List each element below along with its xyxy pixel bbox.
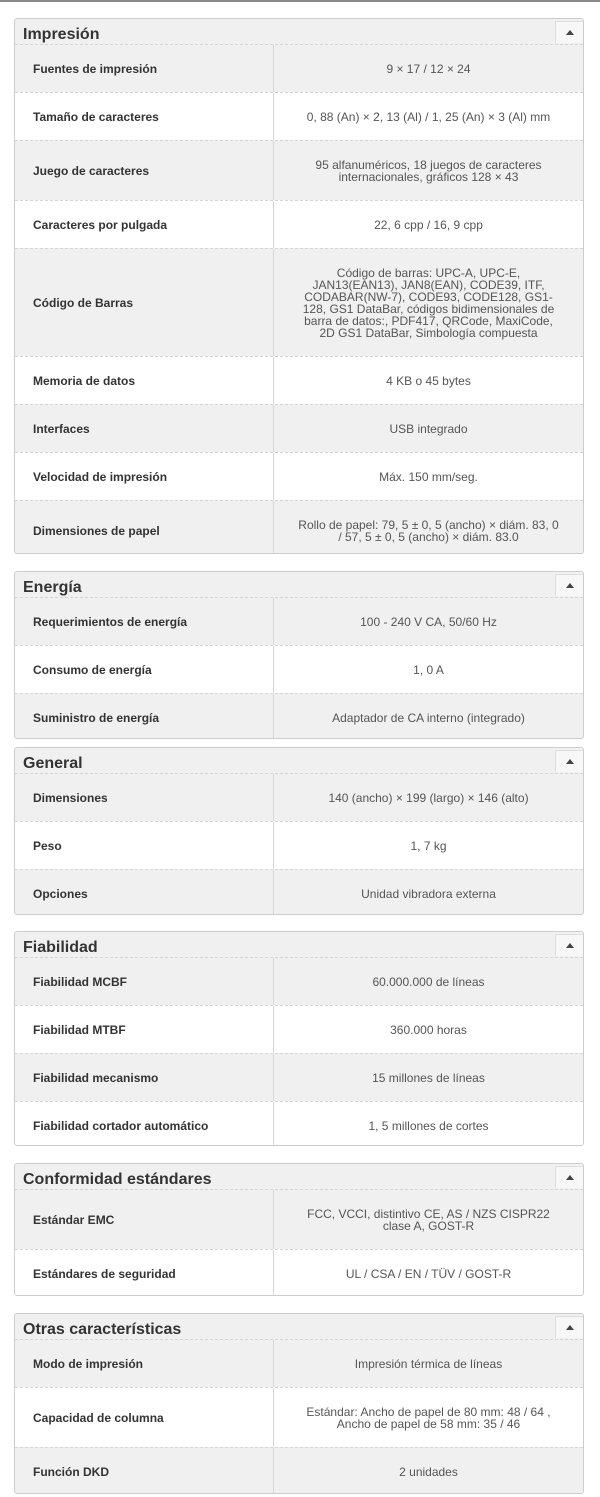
section-header[interactable]: [15, 1314, 583, 1339]
top-divider: [0, 0, 600, 2]
row-value: 0, 88 (An) × 2, 13 (Al) / 1, 25 (An) × 3 (Al) mm: [306, 109, 551, 124]
row-value: USB integrado: [389, 421, 468, 436]
row-value: 9 × 17 / 12 × 24: [386, 61, 471, 76]
row-value: UL / CSA / EN / TÜV / GOST-R: [345, 1266, 512, 1281]
row-label: Fiabilidad MCBF: [15, 958, 274, 1005]
section-header[interactable]: [15, 572, 583, 597]
row-label: Requerimientos de energía: [15, 598, 274, 645]
section-otras: [14, 1313, 584, 1494]
row-label: Consumo de energía: [15, 646, 274, 693]
chevron-up-icon: [566, 943, 574, 948]
row-value: 4 KB o 45 bytes: [386, 373, 471, 388]
chevron-up-icon: [566, 583, 574, 588]
table-row: [15, 821, 583, 869]
row-value: Adaptador de CA interno (integrado): [332, 710, 525, 725]
table-row: [15, 452, 583, 500]
row-value: Unidad vibradora externa: [361, 886, 496, 901]
collapse-button[interactable]: [555, 1166, 583, 1188]
table-row: [15, 693, 583, 739]
row-label: Memoria de datos: [15, 357, 274, 404]
row-value: FCC, VCCI, distintivo CE, AS / NZS CISPR22 clase A, GOST-R: [307, 1206, 550, 1233]
row-value: 1, 0 A: [413, 662, 444, 677]
table-row: [15, 500, 583, 554]
chevron-up-icon: [566, 759, 574, 764]
table-row: [15, 1005, 583, 1053]
row-label: Fiabilidad MTBF: [15, 1006, 274, 1053]
table-row: [15, 200, 583, 248]
row-value: 1, 5 millones de cortes: [368, 1118, 489, 1133]
row-label: Juego de caracteres: [15, 141, 274, 200]
table-row: [15, 1249, 583, 1296]
row-label: Peso: [15, 822, 274, 869]
table-row: [15, 356, 583, 404]
row-label: Estándares de seguridad: [15, 1250, 274, 1296]
table-row: [15, 248, 583, 356]
row-value: 1, 7 kg: [410, 838, 447, 853]
row-value: Estándar: Ancho de papel de 80 mm: 48 / 64 , Ancho de papel de 58 mm: 35 / 46: [306, 1404, 551, 1431]
section-header[interactable]: [15, 932, 583, 957]
collapse-button[interactable]: [555, 21, 583, 43]
row-label: Velocidad de impresión: [15, 453, 274, 500]
row-label: Función DKD: [15, 1448, 274, 1494]
section-impresion: [14, 18, 584, 554]
chevron-up-icon: [566, 1175, 574, 1180]
table-row: [15, 1339, 583, 1387]
row-value: 140 (ancho) × 199 (largo) × 146 (alto): [328, 790, 529, 805]
table-row: [15, 44, 583, 92]
table-row: [15, 404, 583, 452]
table-row: [15, 92, 583, 140]
section-fiabilidad: [14, 931, 584, 1146]
section-energia: [14, 571, 584, 739]
section-general: [14, 747, 584, 915]
table-row: [15, 957, 583, 1005]
section-conformidad: [14, 1163, 584, 1296]
section-header[interactable]: [15, 1164, 583, 1189]
collapse-button[interactable]: [555, 1316, 583, 1338]
table-row: [15, 869, 583, 915]
section-title: Conformidad estándares: [23, 1171, 212, 1188]
row-label: Dimensiones: [15, 774, 274, 821]
row-value: 360.000 horas: [390, 1022, 467, 1037]
section-title: General: [23, 755, 83, 772]
row-value: 60.000.000 de líneas: [372, 974, 485, 989]
row-value: 100 - 240 V CA, 50/60 Hz: [360, 614, 497, 629]
row-label: Caracteres por pulgada: [15, 201, 274, 248]
section-header[interactable]: [15, 748, 583, 773]
row-label: Tamaño de caracteres: [15, 93, 274, 140]
row-label: Fiabilidad cortador automático: [15, 1102, 274, 1146]
section-header[interactable]: [15, 19, 583, 44]
row-label: Dimensiones de papel: [15, 501, 274, 554]
section-title: Impresión: [23, 26, 100, 43]
row-value: 2 unidades: [399, 1464, 458, 1479]
section-title: Fiabilidad: [23, 939, 98, 956]
table-row: [15, 140, 583, 200]
collapse-button[interactable]: [555, 934, 583, 956]
table-row: [15, 1053, 583, 1101]
row-value: 95 alfanuméricos, 18 juegos de caracteres internacionales, gráficos 128 × 43: [315, 157, 542, 184]
row-value: 15 millones de líneas: [372, 1070, 485, 1085]
row-value: Impresión térmica de líneas: [354, 1356, 503, 1371]
collapse-button[interactable]: [555, 574, 583, 596]
row-label: Estándar EMC: [15, 1190, 274, 1249]
row-label: Código de Barras: [15, 249, 274, 356]
row-value: Código de barras: UPC-A, UPC-E, JAN13(EAN13), JAN8(EAN), CODE39, ITF, CODABAR(NW-7), CODE93, CODE128, GS1-128, GS1 DataBar, códigos bidimensionales de barra de datos:, PDF417, QRCode, MaxiCode, 2D GS1 DataBar, Simbología compuesta: [302, 265, 555, 340]
table-row: [15, 773, 583, 821]
row-label: Interfaces: [15, 405, 274, 452]
section-title: Otras características: [23, 1321, 182, 1338]
row-label: Suministro de energía: [15, 694, 274, 739]
row-label: Opciones: [15, 870, 274, 915]
table-row: [15, 1387, 583, 1447]
chevron-up-icon: [566, 1325, 574, 1330]
row-value: Máx. 150 mm/seg.: [379, 469, 478, 484]
row-label: Fuentes de impresión: [15, 45, 274, 92]
chevron-up-icon: [566, 30, 574, 35]
row-label: Capacidad de columna: [15, 1388, 274, 1447]
table-row: [15, 1101, 583, 1146]
section-title: Energía: [23, 579, 82, 596]
row-label: Fiabilidad mecanismo: [15, 1054, 274, 1101]
row-value: Rollo de papel: 79, 5 ± 0, 5 (ancho) × diám. 83, 0 / 57, 5 ± 0, 5 (ancho) × diám. 83.0: [298, 517, 559, 544]
table-row: [15, 597, 583, 645]
row-label: Modo de impresión: [15, 1340, 274, 1387]
table-row: [15, 1189, 583, 1249]
collapse-button[interactable]: [555, 750, 583, 772]
table-row: [15, 645, 583, 693]
table-row: [15, 1447, 583, 1494]
row-value: 22, 6 cpp / 16, 9 cpp: [374, 217, 483, 232]
